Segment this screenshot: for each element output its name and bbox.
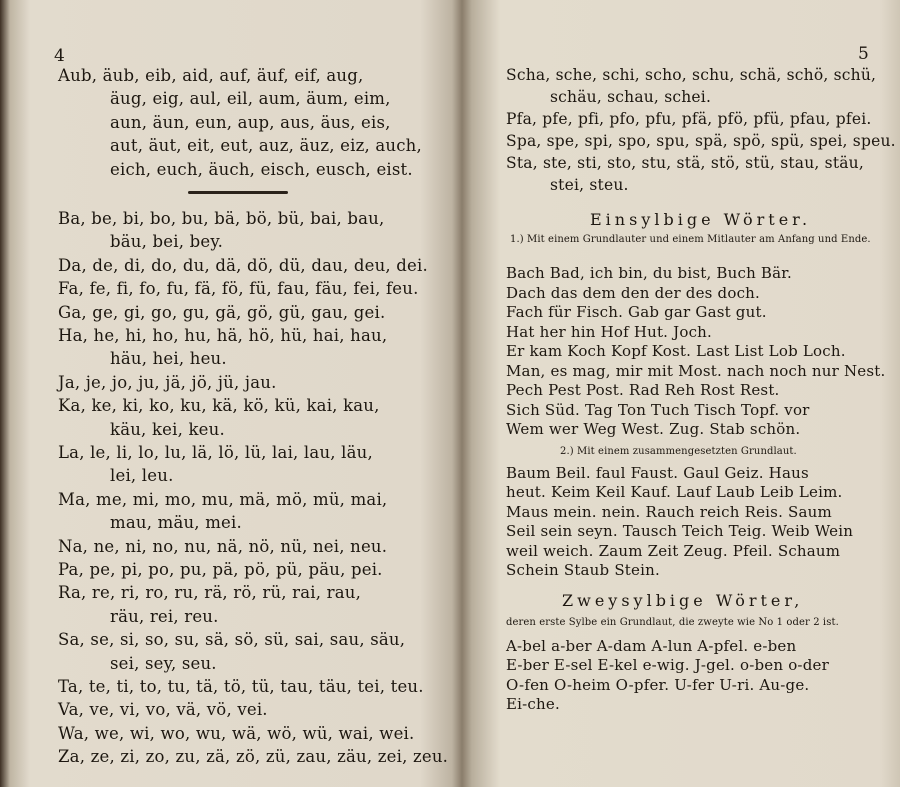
section-subheading: 1.) Mit einem Grundlauter und einem Mitlauter am Anfang und Ende. bbox=[510, 234, 871, 245]
text-line: Ei-che. bbox=[506, 695, 560, 713]
text-line: Hat her hin Hof Hut. Joch. bbox=[506, 322, 712, 341]
page-number-right: 5 bbox=[858, 44, 869, 64]
text-line: räu, rei, reu. bbox=[110, 606, 219, 626]
text-line: Wem wer Weg West. Zug. Stab schön. bbox=[506, 420, 801, 438]
text-line: Ma, me, mi, mo, mu, mä, mö, mü, mai, bbox=[58, 489, 388, 509]
text-line: Pfa, pfe, pfi, pfo, pfu, pfä, pfö, pfü, pfau, pfei. bbox=[506, 110, 872, 128]
text-line: Schein Staub Stein. bbox=[506, 561, 660, 579]
text-line: Fa, fe, fi, fo, fu, fä, fö, fü, fau, fäu, fei, feu. bbox=[58, 279, 419, 299]
text-line: Wa, we, wi, wo, wu, wä, wö, wü, wai, wei. bbox=[58, 723, 415, 743]
text-line: weil weich. Zaum Zeit Zeug. Pfeil. Schaum bbox=[506, 541, 841, 560]
text-line: Baum Beil. faul Faust. Gaul Geiz. Haus bbox=[506, 463, 809, 482]
section-subheading: 2.) Mit einem zusammengesetzten Grundlaut. bbox=[560, 445, 797, 457]
text-line: Ga, ge, gi, go, gu, gä, gö, gü, gau, gei. bbox=[58, 302, 386, 322]
text-line: A-bel a-ber A-dam A-lun A-pfel. e-ben bbox=[506, 636, 797, 655]
text-line: lei, leu. bbox=[110, 466, 174, 486]
text-line: Ta, te, ti, to, tu, tä, tö, tü, tau, täu, tei, teu. bbox=[58, 677, 424, 696]
text-line: Dach das dem den der des doch. bbox=[506, 283, 761, 302]
text-line: Va, ve, vi, vo, vä, vö, vei. bbox=[58, 700, 268, 720]
text-line: Sich Süd. Tag Ton Tuch Tisch Topf. vor bbox=[506, 400, 810, 419]
text-line: stei, steu. bbox=[550, 176, 629, 194]
text-line: äug, eig, aul, eil, aum, äum, eim, bbox=[110, 89, 391, 109]
text-line: Na, ne, ni, no, nu, nä, nö, nü, nei, neu. bbox=[58, 536, 388, 556]
text-line: Pech Pest Post. Rad Reh Rost Rest. bbox=[506, 381, 780, 399]
text-line: Maus mein. nein. Rauch reich Reis. Saum bbox=[506, 502, 832, 521]
left-page bbox=[18, 14, 456, 769]
section-heading: Einsylbige Wörter. bbox=[590, 210, 812, 229]
text-line: La, le, li, lo, lu, lä, lö, lü, lai, lau, läu, bbox=[58, 443, 373, 462]
text-line: schäu, schau, schei. bbox=[550, 88, 712, 106]
text-line: heut. Keim Keil Kauf. Lauf Laub Leib Leim. bbox=[506, 483, 843, 501]
text-line: Ba, be, bi, bo, bu, bä, bö, bü, bai, bau, bbox=[58, 209, 385, 228]
text-line: häu, hei, heu. bbox=[110, 349, 227, 369]
text-line: Spa, spe, spi, spo, spu, spä, spö, spü, spei, speu. bbox=[506, 132, 896, 150]
page-number-left: 4 bbox=[54, 46, 65, 66]
text-line: Bach Bad, ich bin, du bist, Buch Bär. bbox=[506, 264, 792, 282]
text-line: Ra, re, ri, ro, ru, rä, rö, rü, rai, rau, bbox=[58, 583, 362, 603]
text-line: Ha, he, hi, ho, hu, hä, hö, hü, hai, hau, bbox=[58, 326, 388, 345]
text-line: Pa, pe, pi, po, pu, pä, pö, pü, päu, pei. bbox=[58, 560, 383, 579]
text-line: Sa, se, si, so, su, sä, sö, sü, sai, sau, säu, bbox=[58, 630, 406, 650]
text-line: aut, äut, eit, eut, auz, äuz, eiz, auch, bbox=[110, 136, 422, 156]
text-line: mau, mäu, mei. bbox=[110, 513, 242, 533]
text-line: Seil sein seyn. Tausch Teich Teig. Weib Wein bbox=[506, 522, 854, 540]
text-line: Ka, ke, ki, ko, ku, kä, kö, kü, kai, kau, bbox=[58, 396, 380, 416]
text-line: käu, kei, keu. bbox=[110, 419, 225, 439]
text-line: Sta, ste, sti, sto, stu, stä, stö, stü, stau, stäu, bbox=[506, 154, 864, 172]
text-line: O-fen O-heim O-pfer. U-fer U-ri. Au-ge. bbox=[506, 675, 810, 694]
text-line: Aub, äub, eib, aid, auf, äuf, eif, aug, bbox=[58, 66, 364, 85]
text-line: Ja, je, jo, ju, jä, jö, jü, jau. bbox=[58, 372, 277, 392]
text-line: Fach für Fisch. Gab gar Gast gut. bbox=[506, 303, 767, 321]
text-line: bäu, bei, bey. bbox=[110, 232, 224, 252]
text-line: Scha, sche, schi, scho, schu, schä, schö, schü, bbox=[506, 66, 877, 84]
text-line: Man, es mag, mir mit Most. nach noch nur Nest. bbox=[506, 361, 886, 380]
text-line: Za, ze, zi, zo, zu, zä, zö, zü, zau, zäu, zei, zeu. bbox=[58, 747, 449, 767]
text-line: Er kam Koch Kopf Kost. Last List Lob Loch. bbox=[506, 342, 846, 360]
section-heading: Zweysylbige Wörter, bbox=[562, 590, 804, 610]
section-subheading: deren erste Sylbe ein Grundlaut, die zweyte wie No 1 oder 2 ist. bbox=[506, 616, 839, 628]
text-line: aun, äun, eun, aup, aus, äus, eis, bbox=[110, 112, 391, 132]
text-line: E-ber E-sel E-kel e-wig. J-gel. o-ben o-der bbox=[506, 656, 829, 674]
divider-rule bbox=[188, 191, 288, 194]
right-page bbox=[470, 14, 896, 769]
text-line: Da, de, di, do, du, dä, dö, dü, dau, deu, dei. bbox=[58, 255, 428, 275]
text-line: eich, euch, äuch, eisch, eusch, eist. bbox=[110, 159, 413, 179]
text-line: sei, sey, seu. bbox=[110, 653, 217, 673]
